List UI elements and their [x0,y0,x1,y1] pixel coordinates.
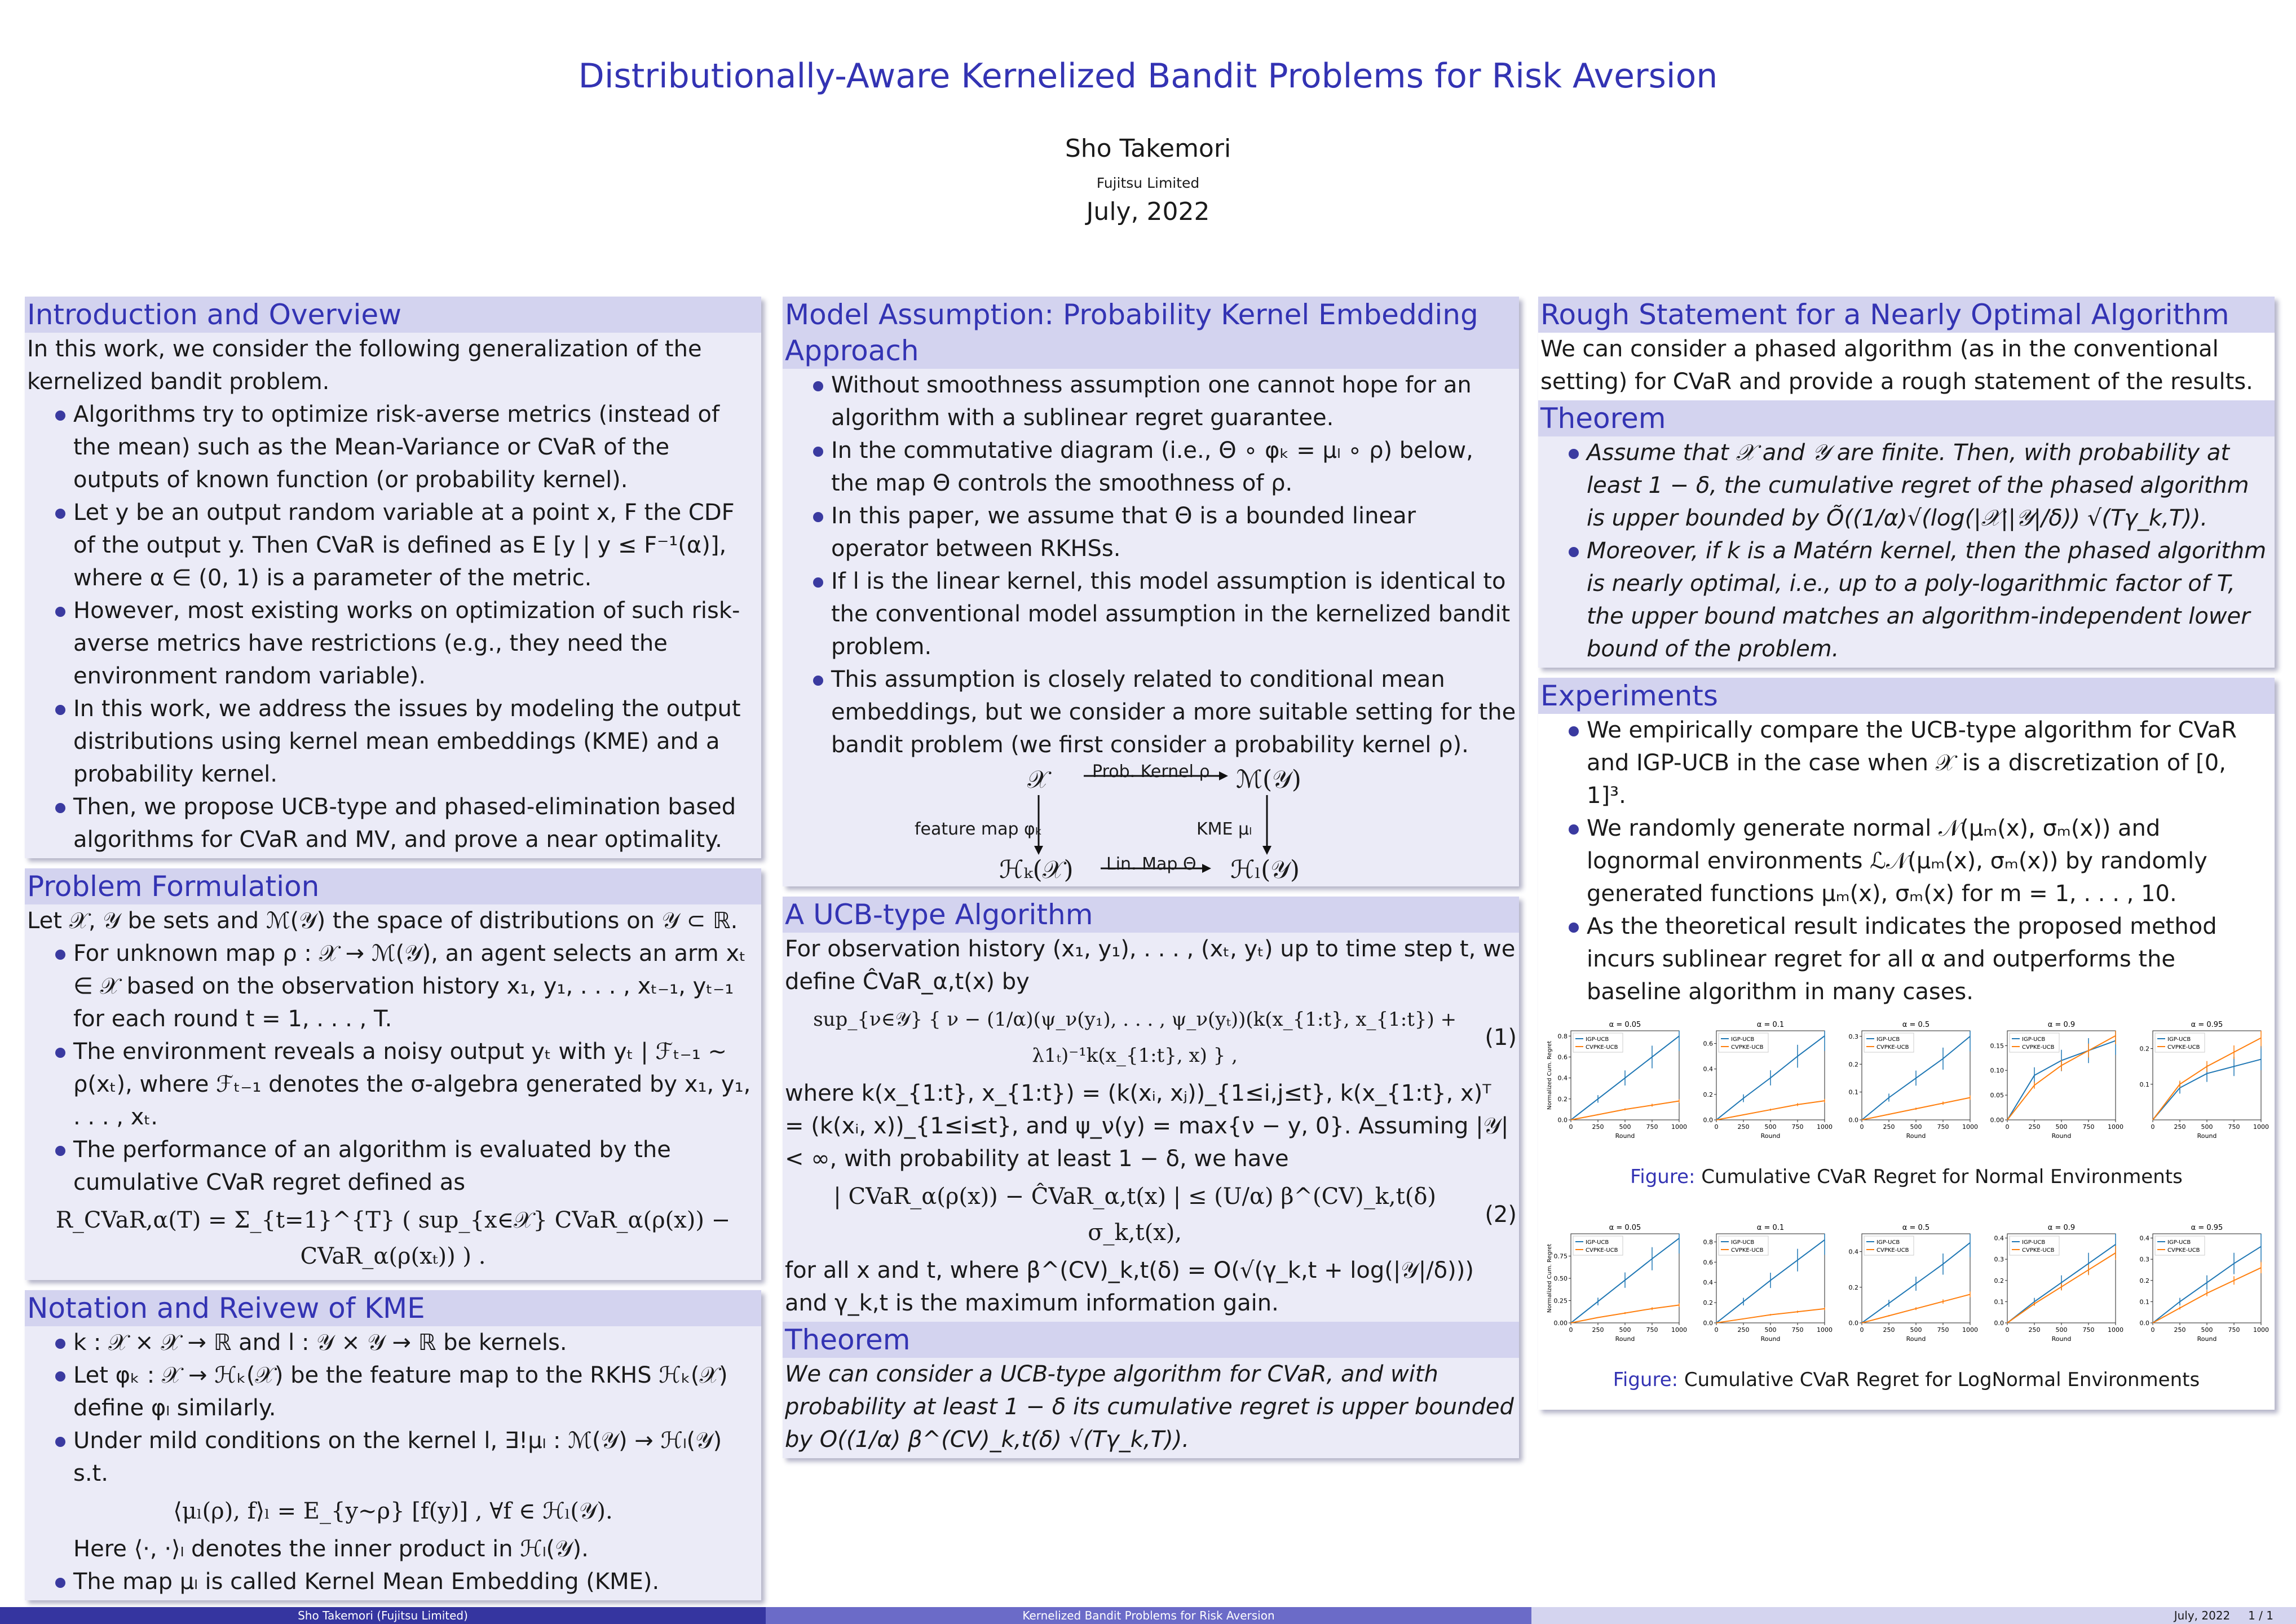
y-tick-label: 0.6 [1557,1053,1568,1061]
x-tick-label: 1000 [2108,1123,2123,1131]
notation-list [27,1326,759,1490]
x-tick-label: 0 [2005,1123,2010,1131]
block-title: Experiments [1538,678,2275,714]
chart-svg [2128,1018,2267,1148]
mini-chart [1546,1221,1685,1351]
equation-1-row [785,998,1517,1077]
x-tick-label: 250 [2028,1123,2041,1131]
list-item: The performance of an algorithm is evaluated by the cumulative CVaR regret defined as [55,1133,759,1199]
list-item: We empirically compare the UCB-type algorithm for CVaR and IGP-UCB in the case when 𝒳 is a discretization of [0, 1]³. [1569,714,2272,812]
diagram-label-top: Prob. Kernel ρ [1092,762,1210,782]
x-axis-label: Round [2051,1132,2072,1140]
x-tick-label: 1000 [2253,1326,2269,1334]
equation-2-row [785,1175,1517,1254]
theorem-list [1540,436,2272,665]
y-tick-label: 0.25 [1553,1297,1568,1305]
experiments-list [1540,714,2272,1008]
y-tick-label: 0.4 [1703,1065,1713,1073]
x-axis-label: Round [1906,1335,1926,1343]
footer-page: 1 / 1 [2248,1609,2273,1622]
list-item: This assumption is closely related to conditional mean embeddings, but we consider a more suitable setting for the bandit problem (we first consider a probability kernel ρ). [813,663,1517,761]
legend-label: IGP-UCB [1586,1239,1609,1246]
chart-title: α = 0.5 [1902,1021,1930,1029]
problem-list [27,937,759,1199]
chart-svg [1982,1018,2121,1148]
y-tick-label: 0.4 [1557,1074,1568,1082]
x-tick-label: 250 [1883,1326,1895,1334]
list-item: Let y be an output random variable at a point x, F the CDF of the output y. Then CVaR is defined as E [y | y ≤ F⁻¹(α)], where α ∈ (0, 1) is a parameter of the metric. [55,496,759,594]
chart-title: α = 0.5 [1902,1224,1930,1232]
y-tick-label: 0.0 [1994,1320,2004,1327]
x-tick-label: 500 [2201,1123,2213,1131]
y-tick-label: 0.8 [1703,1238,1713,1246]
y-tick-label: 0.3 [1848,1032,1858,1040]
x-tick-label: 750 [2082,1123,2095,1131]
x-tick-label: 500 [1910,1123,1922,1131]
chart-svg [1546,1221,1685,1351]
legend-label: CVPKE-UCB [2022,1247,2055,1254]
x-tick-label: 0 [2151,1326,2155,1334]
figure-normal-charts [1540,1018,2272,1148]
block-body [25,333,761,858]
y-tick-label: 0.0 [2139,1320,2149,1327]
legend-label: CVPKE-UCB [1731,1044,1764,1051]
y-tick-label: 0.4 [1994,1234,2004,1242]
y-tick-label: 0.0 [1848,1116,1858,1124]
x-tick-label: 0 [1860,1123,1864,1131]
x-axis-label: Round [2051,1335,2072,1343]
kme-equation: ⟨μₗ(ρ), f⟩ₗ = E_{y∼ρ} [f(y)] , ∀f ∈ ℋₗ(𝒴). [173,1498,613,1524]
commutative-diagram [785,764,1517,882]
y-tick-label: 0.50 [1553,1275,1568,1282]
y-tick-label: 0.6 [1703,1259,1713,1266]
equation-1-number: (1) [1485,1025,1517,1051]
y-tick-label: 0.00 [1553,1320,1568,1327]
x-tick-label: 500 [2055,1326,2068,1334]
y-tick-label: 0.2 [1848,1283,1858,1291]
notation-block [25,1290,761,1600]
x-tick-label: 750 [1646,1123,1658,1131]
x-tick-label: 0 [2005,1326,2010,1334]
x-tick-label: 250 [2028,1326,2041,1334]
x-tick-label: 500 [1619,1326,1631,1334]
y-tick-label: 0.2 [1557,1095,1568,1103]
block-title: A UCB-type Algorithm [783,897,1519,933]
block-title: Model Assumption: Probability Kernel Embedding Approach [783,297,1519,369]
ucb-mid-1: where k(x_{1:t}, x_{1:t}) = (k(xᵢ, xⱼ))_{1≤i,j≤t}, k(x_{1:t}, x)ᵀ = (k(xᵢ, x))_{1≤i≤t}, and ψ_ν(y) = max{ν − y, 0}. Assuming |𝒴| < ∞, with probability at least 1 − δ, we have [785,1080,1509,1172]
mini-chart [1546,1018,1685,1148]
block-title: Notation and Reivew of KME [25,1290,761,1326]
list-item: The environment reveals a noisy output yₜ with yₜ | ℱₜ₋₁ ∼ ρ(xₜ), where ℱₜ₋₁ denotes the σ-algebra generated by x₁, y₁, . . . , xₜ. [55,1035,759,1133]
chart-title: α = 0.9 [2047,1224,2076,1232]
mini-chart [1692,1018,1833,1148]
y-tick-label: 0.05 [1990,1092,2004,1100]
chart-title: α = 0.9 [2047,1021,2076,1029]
x-tick-label: 250 [1737,1123,1750,1131]
date: July, 2022 [1086,197,1210,226]
block-title: Problem Formulation [25,868,761,904]
diagram-node-hk: ℋₖ(𝒳) [999,855,1074,884]
mini-chart [2128,1221,2267,1351]
x-tick-label: 1000 [1962,1326,1978,1334]
notation-list-2 [27,1565,759,1598]
intro-list [27,398,759,856]
chart-svg [1546,1018,1685,1148]
y-tick-label: 0.6 [1703,1040,1713,1048]
legend-label: IGP-UCB [1731,1036,1755,1043]
y-tick-label: 0.2 [1994,1277,2004,1285]
poster-title: Distributionally-Aware Kernelized Bandit Problems for Risk Aversion [578,56,1718,96]
x-tick-label: 1000 [1671,1326,1687,1334]
x-tick-label: 0 [1860,1326,1864,1334]
figure-caption-text: Cumulative CVaR Regret for Normal Environments [1701,1166,2183,1188]
y-tick-label: 0.0 [1703,1320,1713,1327]
figure-lognormal-charts [1540,1221,2272,1351]
x-tick-label: 750 [2228,1123,2240,1131]
theorem-title: Theorem [783,1322,1519,1358]
x-tick-label: 250 [1737,1326,1750,1334]
legend-label: CVPKE-UCB [2167,1247,2200,1254]
x-axis-label: Round [1615,1132,1635,1140]
footer-bar [0,1607,2296,1624]
list-item: In this paper, we assume that Θ is a bounded linear operator between RKHSs. [813,500,1517,565]
legend-label: IGP-UCB [1876,1239,1900,1246]
chart-svg [1982,1221,2121,1351]
figure-label: Figure: [1613,1369,1679,1391]
chart-title: α = 0.95 [2191,1224,2223,1232]
legend-label: CVPKE-UCB [1586,1044,1618,1051]
x-tick-label: 750 [2228,1326,2240,1334]
list-item: In the commutative diagram (i.e., Θ ∘ φₖ = μₗ ∘ ρ) below, the map Θ controls the smoothness of ρ. [813,434,1517,500]
x-tick-label: 0 [1569,1326,1573,1334]
legend-label: IGP-UCB [1731,1239,1755,1246]
chart-title: α = 0.05 [1609,1021,1641,1029]
x-tick-label: 750 [1791,1123,1804,1131]
x-axis-label: Round [1760,1132,1781,1140]
list-item: We randomly generate normal 𝒩(μₘ(x), σₘ(x)) and lognormal environments ℒ𝒩(μₘ(x), σₘ(x)) by randomly generated functions μₘ(x), σₘ(x) for m = 1, . . . , 10. [1569,812,2272,910]
figure-1-caption [1540,1160,2272,1193]
footer-author: Sho Takemori (Fujitsu Limited) [0,1607,766,1624]
problem-lead: Let 𝒳, 𝒴 be sets and ℳ(𝒴) the space of distributions on 𝒴 ⊂ ℝ. [27,908,738,934]
x-tick-label: 500 [1619,1123,1631,1131]
y-axis-label: Normalized Cum. Regret [1547,1243,1553,1313]
y-tick-label: 0.4 [2139,1234,2149,1242]
figure-caption-text: Cumulative CVaR Regret for LogNormal Environments [1684,1369,2200,1391]
ucb-lead: For observation history (x₁, y₁), . . . , (xₜ, yₜ) up to time step t, we define ĈVaR_α,t(x) by [785,936,1516,995]
y-tick-label: 0.15 [1990,1042,2004,1050]
mini-chart [1982,1018,2121,1148]
block-body: We can consider a phased algorithm (as in the conventional setting) for CVaR and provide a rough statement of the results. [1538,333,2275,400]
diagram-node-hl: ℋₗ(𝒴) [1230,855,1300,884]
figure-label: Figure: [1630,1166,1695,1188]
x-tick-label: 0 [1714,1326,1719,1334]
theorem-title: Theorem [1538,400,2275,436]
model-block [783,297,1519,886]
x-tick-label: 1000 [1671,1123,1687,1131]
author: Sho Takemori [1065,134,1231,163]
y-tick-label: 0.3 [1994,1256,2004,1264]
x-tick-label: 750 [1646,1326,1658,1334]
legend-label: IGP-UCB [1876,1036,1900,1043]
x-tick-label: 1000 [1962,1123,1978,1131]
diagram-label-right: KME μₗ [1196,819,1252,839]
x-tick-label: 250 [2174,1123,2186,1131]
legend-label: CVPKE-UCB [1586,1247,1618,1254]
y-tick-label: 0.0 [1557,1116,1568,1124]
block-body [25,1326,761,1600]
legend-label: CVPKE-UCB [2167,1044,2200,1051]
column-1 [25,297,761,1610]
rough-block [1538,297,2275,668]
list-item: If l is the linear kernel, this model assumption is identical to the conventional model assumption in the kernelized bandit problem. [813,565,1517,663]
equation-2: | CVaR_α(ρ(x)) − ĈVaR_α,t(x) | ≤ (U/α) β^(CV)_k,t(δ) σ_k,t(x), [833,1184,1437,1246]
model-list [785,369,1517,761]
y-tick-label: 0.0 [1703,1116,1713,1124]
x-tick-label: 0 [1569,1123,1573,1131]
list-item: Let φₖ : 𝒳 → ℋₖ(𝒳) be the feature map to the RKHS ℋₖ(𝒳) define φₗ similarly. [55,1359,759,1424]
x-tick-label: 1000 [1817,1326,1833,1334]
y-tick-label: 0.4 [1703,1279,1713,1287]
theorem-body: We can consider a UCB-type algorithm for CVaR, and with probability at least 1 − δ its cumulative regret is upper bounded by O((1/α) β^(CV)_k,t(δ) √(Tγ_k,T)). [783,1358,1519,1458]
x-tick-label: 750 [1937,1326,1949,1334]
list-item: Then, we propose UCB-type and phased-elimination based algorithms for CVaR and MV, and prove a near optimality. [55,791,759,856]
mini-chart [1837,1018,1976,1148]
x-tick-label: 0 [1714,1123,1719,1131]
figure-2-caption [1540,1363,2272,1396]
problem-block [25,868,761,1280]
list-item: Moreover, if k is a Matérn kernel, then the phased algorithm is nearly optimal, i.e., up to a poly-logarithmic factor of T, the upper bound matches an algorithm-independent lower bound of the problem. [1569,535,2272,665]
legend-label: CVPKE-UCB [1876,1247,1909,1254]
x-tick-label: 750 [1791,1326,1804,1334]
mini-chart [1982,1221,2121,1351]
y-tick-label: 0.2 [1848,1061,1858,1069]
diagram-label-left: feature map φₖ [915,819,1043,839]
x-tick-label: 250 [1592,1123,1604,1131]
y-tick-label: 0.1 [1848,1088,1858,1096]
y-tick-label: 0.3 [2139,1256,2149,1264]
x-axis-label: Round [1906,1132,1926,1140]
legend-label: CVPKE-UCB [1876,1044,1909,1051]
ucb-mid-2: for all x and t, where β^(CV)_k,t(δ) = O(√(γ_k,t + log(|𝒴|/δ))) and γ_k,t is the maximum information gain. [785,1257,1474,1316]
list-item: Without smoothness assumption one cannot hope for an algorithm with a sublinear regret guarantee. [813,369,1517,434]
x-tick-label: 500 [1764,1326,1777,1334]
list-item: Algorithms try to optimize risk-averse metrics (instead of the mean) such as the Mean-Variance or CVaR of the outputs of known function (or probability kernel). [55,398,759,496]
y-tick-label: 0.4 [1848,1248,1858,1256]
legend-label: IGP-UCB [2022,1036,2046,1043]
x-tick-label: 250 [1883,1123,1895,1131]
y-tick-label: 0.2 [2139,1045,2149,1053]
x-axis-label: Round [1615,1335,1635,1343]
ucb-block [783,897,1519,1458]
x-tick-label: 0 [2151,1123,2155,1131]
chart-svg [1837,1018,1976,1148]
chart-svg [2128,1221,2267,1351]
legend-label: CVPKE-UCB [2022,1044,2055,1051]
chart-title: α = 0.95 [2191,1021,2223,1029]
footer-title: Kernelized Bandit Problems for Risk Aversion [766,1607,1531,1624]
x-tick-label: 250 [2174,1326,2186,1334]
diagram-node-x: 𝒳 [1027,765,1049,794]
block-title: Rough Statement for a Nearly Optimal Algorithm [1538,297,2275,333]
x-tick-label: 1000 [1817,1123,1833,1131]
legend-label: IGP-UCB [2167,1036,2191,1043]
list-item: Under mild conditions on the kernel l, ∃!μₗ : ℳ(𝒴) → ℋₗ(𝒴) s.t. [55,1424,759,1490]
x-tick-label: 1000 [2108,1326,2123,1334]
mini-chart [1837,1221,1976,1351]
y-axis-label: Normalized Cum. Regret [1547,1040,1553,1110]
y-tick-label: 0.10 [1990,1067,2004,1075]
x-axis-label: Round [1760,1335,1781,1343]
x-tick-label: 1000 [2253,1123,2269,1131]
block-title: Introduction and Overview [25,297,761,333]
list-item: k : 𝒳 × 𝒳 → ℝ and l : 𝒴 × 𝒴 → ℝ be kernels. [55,1326,759,1359]
x-tick-label: 250 [1592,1326,1604,1334]
equation-2-number: (2) [1485,1202,1517,1228]
x-tick-label: 500 [2055,1123,2068,1131]
list-item: Assume that 𝒳 and 𝒴 are finite. Then, with probability at least 1 − δ, the cumulative regret of the phased algorithm is upper bounded by Õ((1/α)√(log(|𝒳||𝒴|/δ)) √(Tγ_k,T)). [1569,436,2272,535]
legend-label: CVPKE-UCB [1731,1247,1764,1254]
block-body [25,904,761,1280]
equation-1: sup_{ν∈𝒴} { ν − (1/α)(ψ_ν(y₁), . . . , ψ_ν(yₜ))(k(x_{1:t}, x_{1:t}) + λ1ₜ)⁻¹k(x_{1:t}, x) } , [813,1008,1457,1067]
legend-label: IGP-UCB [2022,1239,2046,1246]
chart-title: α = 0.1 [1756,1021,1785,1029]
y-tick-label: 0.75 [1553,1252,1568,1260]
y-tick-label: 0.1 [1994,1298,2004,1306]
list-item: As the theoretical result indicates the proposed method incurs sublinear regret for all α and outperforms the baseline algorithm in many cases. [1569,910,2272,1008]
chart-title: α = 0.05 [1609,1224,1641,1232]
chart-svg [1837,1221,1976,1351]
mini-chart [1692,1221,1833,1351]
x-tick-label: 750 [2082,1326,2095,1334]
y-tick-label: 0.2 [1703,1299,1713,1307]
y-tick-label: 0.1 [2139,1080,2149,1088]
list-item: However, most existing works on optimization of such risk-averse metrics have restrictions (e.g., they need the environment random variable). [55,594,759,692]
footer-right [1531,1607,2296,1624]
list-item: The map μₗ is called Kernel Mean Embedding (KME). [55,1565,759,1598]
list-item: For unknown map ρ : 𝒳 → ℳ(𝒴), an agent selects an arm xₜ ∈ 𝒳 based on the observation history x₁, y₁, . . . , xₜ₋₁, yₜ₋₁ for each round t = 1, . . . , T. [55,937,759,1035]
x-axis-label: Round [2197,1335,2217,1343]
chart-svg [1692,1018,1833,1148]
institute: Fujitsu Limited [1096,175,1200,191]
intro-block [25,297,761,858]
block-body [1538,714,2275,1410]
column-3 [1538,297,2275,1420]
x-tick-label: 750 [1937,1123,1949,1131]
regret-equation: R_CVaR,α(T) = Σ_{t=1}^{T} ( sup_{x∈𝒳} CVaR_α(ρ(x)) − CVaR_α(ρ(xₜ)) ) . [55,1207,731,1269]
legend-label: IGP-UCB [1586,1036,1609,1043]
footer-date: July, 2022 [2174,1609,2231,1622]
y-tick-label: 0.2 [1703,1091,1713,1098]
diagram-label-bottom: Lin. Map Θ [1106,854,1196,874]
chart-title: α = 0.1 [1756,1224,1785,1232]
legend-label: IGP-UCB [2167,1239,2191,1246]
block-body [783,369,1519,886]
y-tick-label: 0.2 [2139,1277,2149,1285]
x-axis-label: Round [2197,1132,2217,1140]
block-body [783,933,1519,1322]
x-tick-label: 500 [2201,1326,2213,1334]
y-tick-label: 0.00 [1990,1116,2004,1124]
y-tick-label: 0.8 [1557,1032,1568,1040]
x-tick-label: 500 [1764,1123,1777,1131]
theorem-body [1538,436,2275,668]
y-tick-label: 0.0 [1848,1320,1858,1327]
chart-svg [1692,1221,1833,1351]
column-2 [783,297,1519,1468]
y-tick-label: 0.1 [2139,1298,2149,1306]
diagram-node-m: ℳ(𝒴) [1236,765,1301,794]
experiments-block [1538,678,2275,1410]
notation-after: Here ⟨·, ·⟩ₗ denotes the inner product in ℋₗ(𝒴). [73,1536,589,1562]
intro-lead: In this work, we consider the following generalization of the kernelized bandit problem. [27,336,702,395]
list-item: In this work, we address the issues by modeling the output distributions using kernel mean embeddings (KME) and a probability kernel. [55,692,759,791]
x-tick-label: 500 [1910,1326,1922,1334]
mini-chart [2128,1018,2267,1148]
